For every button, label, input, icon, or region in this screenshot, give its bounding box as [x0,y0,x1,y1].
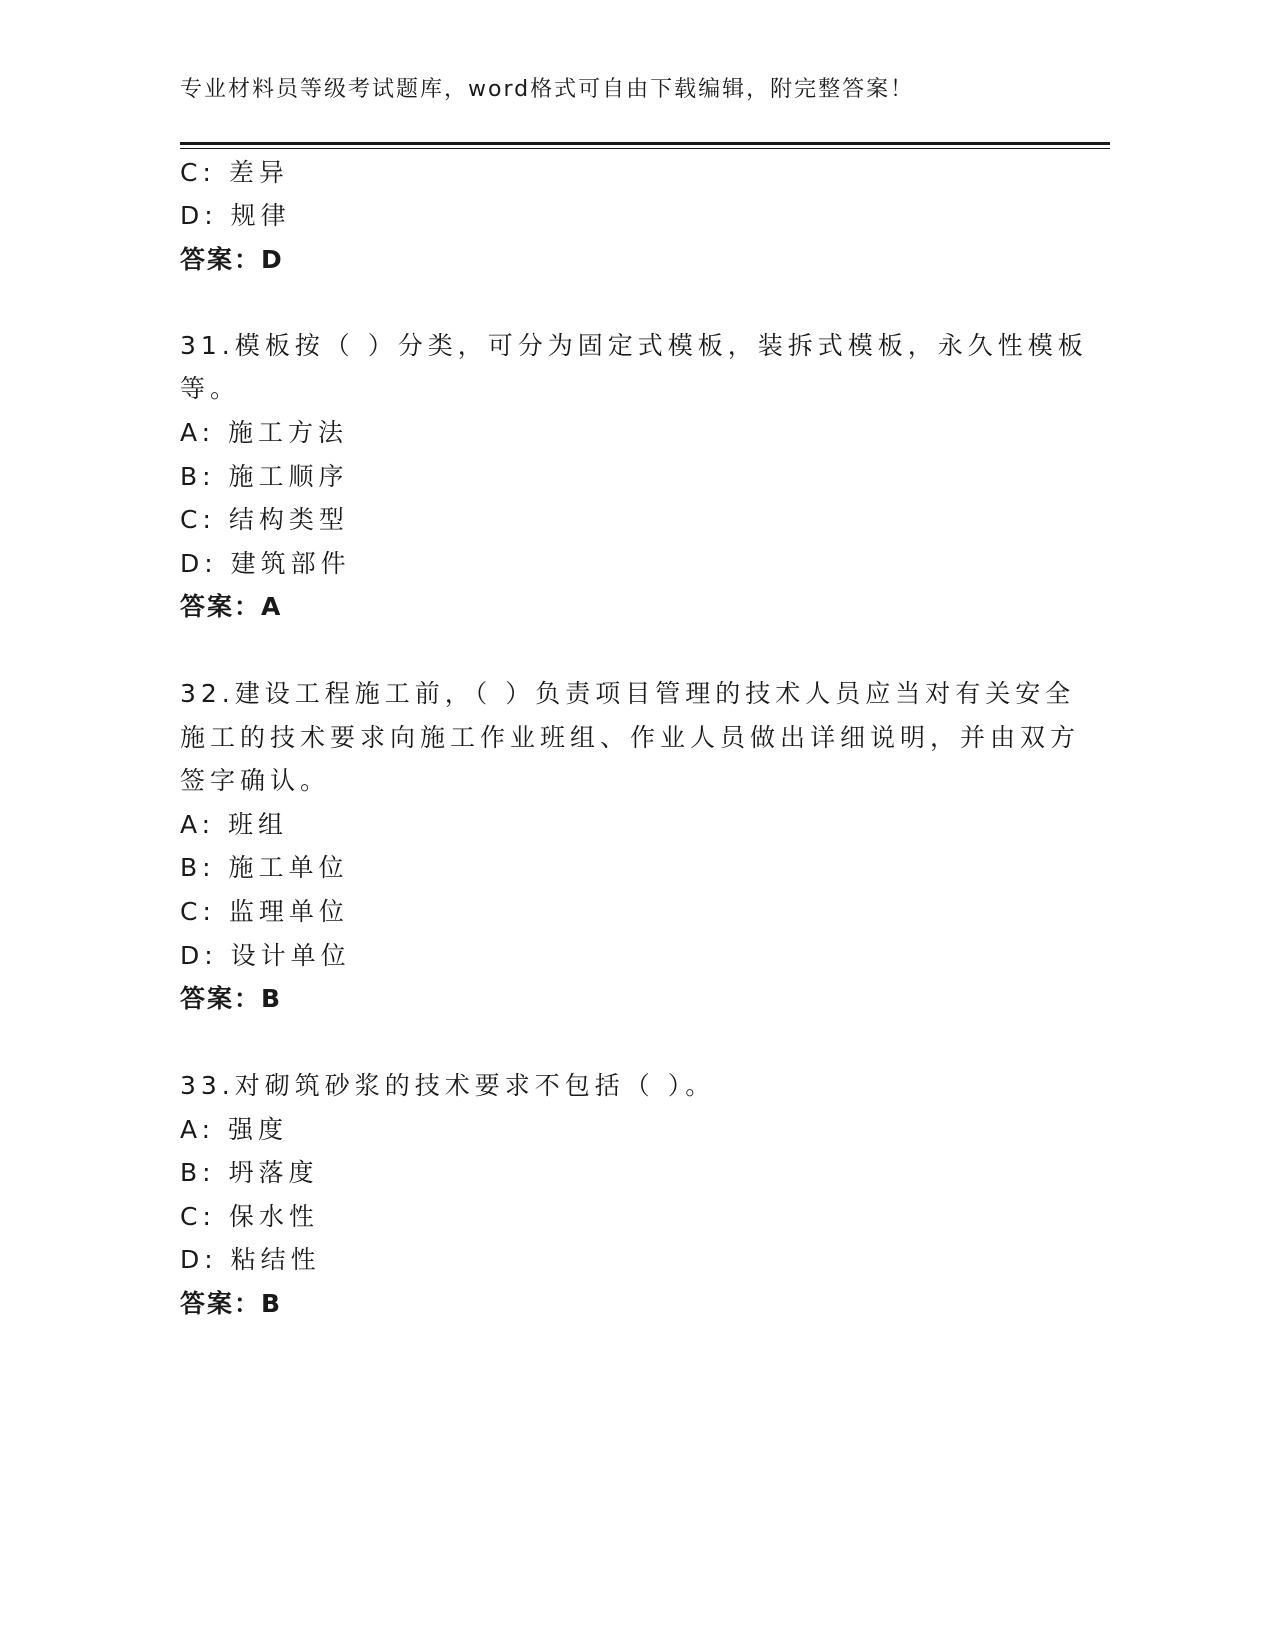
question-31-option-d: D: 建筑部件 [180,549,351,578]
question-32-option-a: A: 班组 [180,810,289,839]
question-31-answer: 答案：A [180,592,283,621]
question-32-text-line-3: 签字确认。 [180,766,331,795]
page-header: 专业材料员等级考试题库，word格式可自由下载编辑，附完整答案！ [180,77,915,102]
question-31-text-line-1: 31.模板按（ ）分类，可分为固定式模板，装拆式模板，永久性模板 [180,331,1088,360]
question-32-option-d: D: 设计单位 [180,941,351,970]
header-rule-thin [180,148,1110,149]
question-33-text-line-1: 33.对砌筑砂浆的技术要求不包括（ ）。 [180,1071,716,1100]
question-31-option-a: A: 施工方法 [180,418,349,447]
option-d: D: 规律 [180,201,291,230]
question-33-option-b: B: 坍落度 [180,1158,319,1187]
answer-line: 答案：D [180,245,284,274]
question-31-option-b: B: 施工顺序 [180,462,349,491]
question-32-text-line-2: 施工的技术要求向施工作业班组、作业人员做出详细说明，并由双方 [180,723,1081,752]
option-c: C: 差异 [180,158,289,187]
question-33-option-a: A: 强度 [180,1115,289,1144]
question-32-option-b: B: 施工单位 [180,853,349,882]
question-33-option-d: D: 粘结性 [180,1245,321,1274]
question-32-option-c: C: 监理单位 [180,897,349,926]
question-33-option-c: C: 保水性 [180,1202,319,1231]
question-32-text-line-1: 32.建设工程施工前，（ ）负责项目管理的技术人员应当对有关安全 [180,679,1076,708]
question-31-text-line-2: 等。 [180,374,241,403]
header-rule-thick [180,142,1110,145]
question-31-option-c: C: 结构类型 [180,505,349,534]
question-33-answer: 答案：B [180,1289,283,1318]
question-32-answer: 答案：B [180,984,283,1013]
